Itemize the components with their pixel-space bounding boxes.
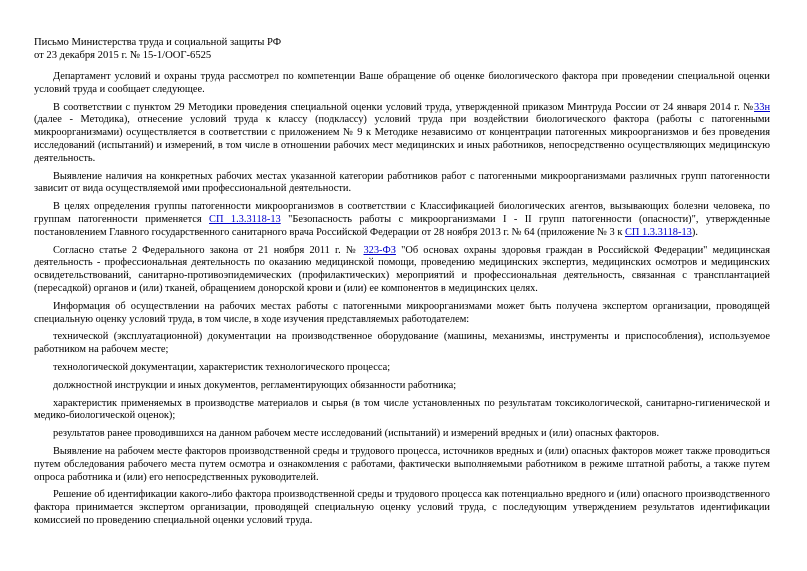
paragraph-pathogenicity: Выявление наличия на конкретных рабочих местах указанной категории работников работ с патогенными микроорганизмами различных групп патогенности зависит от вида осуществляемой ими профессиональной деятельности. (34, 170, 770, 195)
paragraph-text: "Безопасность работы с микроорганизмами I - II групп патогенности (опасности)", утвержденные постановлением Главного государственного санитарного врача Российской Федерации от 28 ноября 2013 г. № 64 (приложение № 3 к (34, 213, 770, 238)
list-item-materials: характеристик применяемых в производстве материалов и сырья (в том числе установленных по результатам токсикологической, санитарно-гигиенической и медико-биологической оценок); (34, 397, 770, 422)
paragraph-intro: Департамент условий и охраны труда рассмотрел по компетенции Ваше обращение об оценке биологического фактора при проведении специальной оценки условий труда и сообщает следующее. (34, 71, 770, 95)
link-sp-1-3-3118-13[interactable]: СП 1.3.3118-13 (209, 213, 281, 225)
paragraph-text: В целях определения группы патогенности микроорганизмов в соответствии с Классификацией биологических агентов, вызывающих болезни человека, по группам патогенности применяется (34, 201, 770, 225)
document (34, 36, 770, 533)
list-item-previous-results: результатов ранее проводившихся на данном рабочем месте исследований (испытаний) и измерений вредных и (или) опасных факторов. (53, 428, 660, 440)
paragraph-text: ). (691, 226, 698, 238)
paragraph-classification (34, 201, 770, 239)
document-title: Письмо Министерства труда и социальной защиты РФ (34, 37, 282, 48)
paragraph-workplace-inspection: Выявление на рабочем месте факторов производственной среды и трудового процесса, источников вредных и (или) опасных факторов может также проводиться путем обследования рабочего места путем осмотра и ознакомления с работами, фактически выполняемыми работником в режиме штатной работы, а также путем опроса работника и (или) его непосредственных руководителей. (34, 445, 770, 483)
document-date-number: от 23 декабря 2015 г. № 15-1/ООГ-6525 (34, 50, 212, 61)
paragraph-information-sources: Информация об осуществлении на рабочих местах работы с патогенными микроорганизмами может быть получена экспертом организации, проводящей специальную оценку условий труда, в том числе, в ходе изучения представляемых работодателем: (34, 300, 770, 325)
link-law-323-fz[interactable]: 323-ФЗ (363, 244, 396, 256)
paragraph-text: (далее - Методика), отнесение условий труда к классу (подклассу) условий труда при воздействии биологического фактора (работы с патогенными микроорганизмами) осуществляется в соответствии с приложением № 9 к Методике независимо от концентрации патогенных микроорганизмов и без проведения исследований (испытаний) и измерений, в том числе в отношении рабочих мест медицинских и иных работников, непосредственно осуществляющих медицинскую деятельность. (34, 114, 770, 164)
link-order-33n[interactable]: 33н (754, 101, 770, 113)
list-item-technical-docs: технической (эксплуатационной) документации на производственное оборудование (машины, механизмы, инструменты и приспособления), используемое работником на рабочем месте; (34, 331, 770, 356)
link-sp-1-3-3118-13-appendix[interactable]: СП 1.3.3118-13 (624, 226, 692, 238)
list-item-job-instructions: должностной инструкции и иных документов, регламентирующих обязанности работника; (53, 379, 457, 391)
paragraph-text: Согласно статье 2 Федерального закона от 21 ноября 2011 г. № (53, 244, 364, 256)
paragraph-text: В соответствии с пунктом 29 Методики проведения специальной оценки условий труда, утвержденной приказом Минтруда России от 24 января 2014 г. № (53, 101, 755, 113)
document-header (34, 36, 770, 62)
paragraph-identification-decision: Решение об идентификации какого-либо фактора производственной среды и трудового процесса как потенциально вредного и (или) опасного производственного фактора принимается экспертом организации, проводящей специальную оценку условий труда, с последующим утверждением результатов идентификации комиссией по проведению специальной оценки условий труда. (34, 489, 770, 526)
paragraph-text: "Об основах охраны здоровья граждан в Российской Федерации" медицинская деятельность - профессиональная деятельность по оказанию медицинской помощи, проведению медицинских экспертиз, медицинских осмотров и медицинских освидетельствований, санитарно-противоэпидемических (профилактических) мероприятий и профессиональная деятельность, связанная с трансплантацией (пересадкой) органов и (или) тканей, обращением донорской крови и (или) ее компонентов в медицинских целях. (34, 244, 771, 294)
paragraph-federal-law (34, 245, 770, 296)
paragraph-methodology (34, 102, 770, 166)
list-item-technology-docs: технологической документации, характеристик технологического процесса; (53, 361, 391, 373)
